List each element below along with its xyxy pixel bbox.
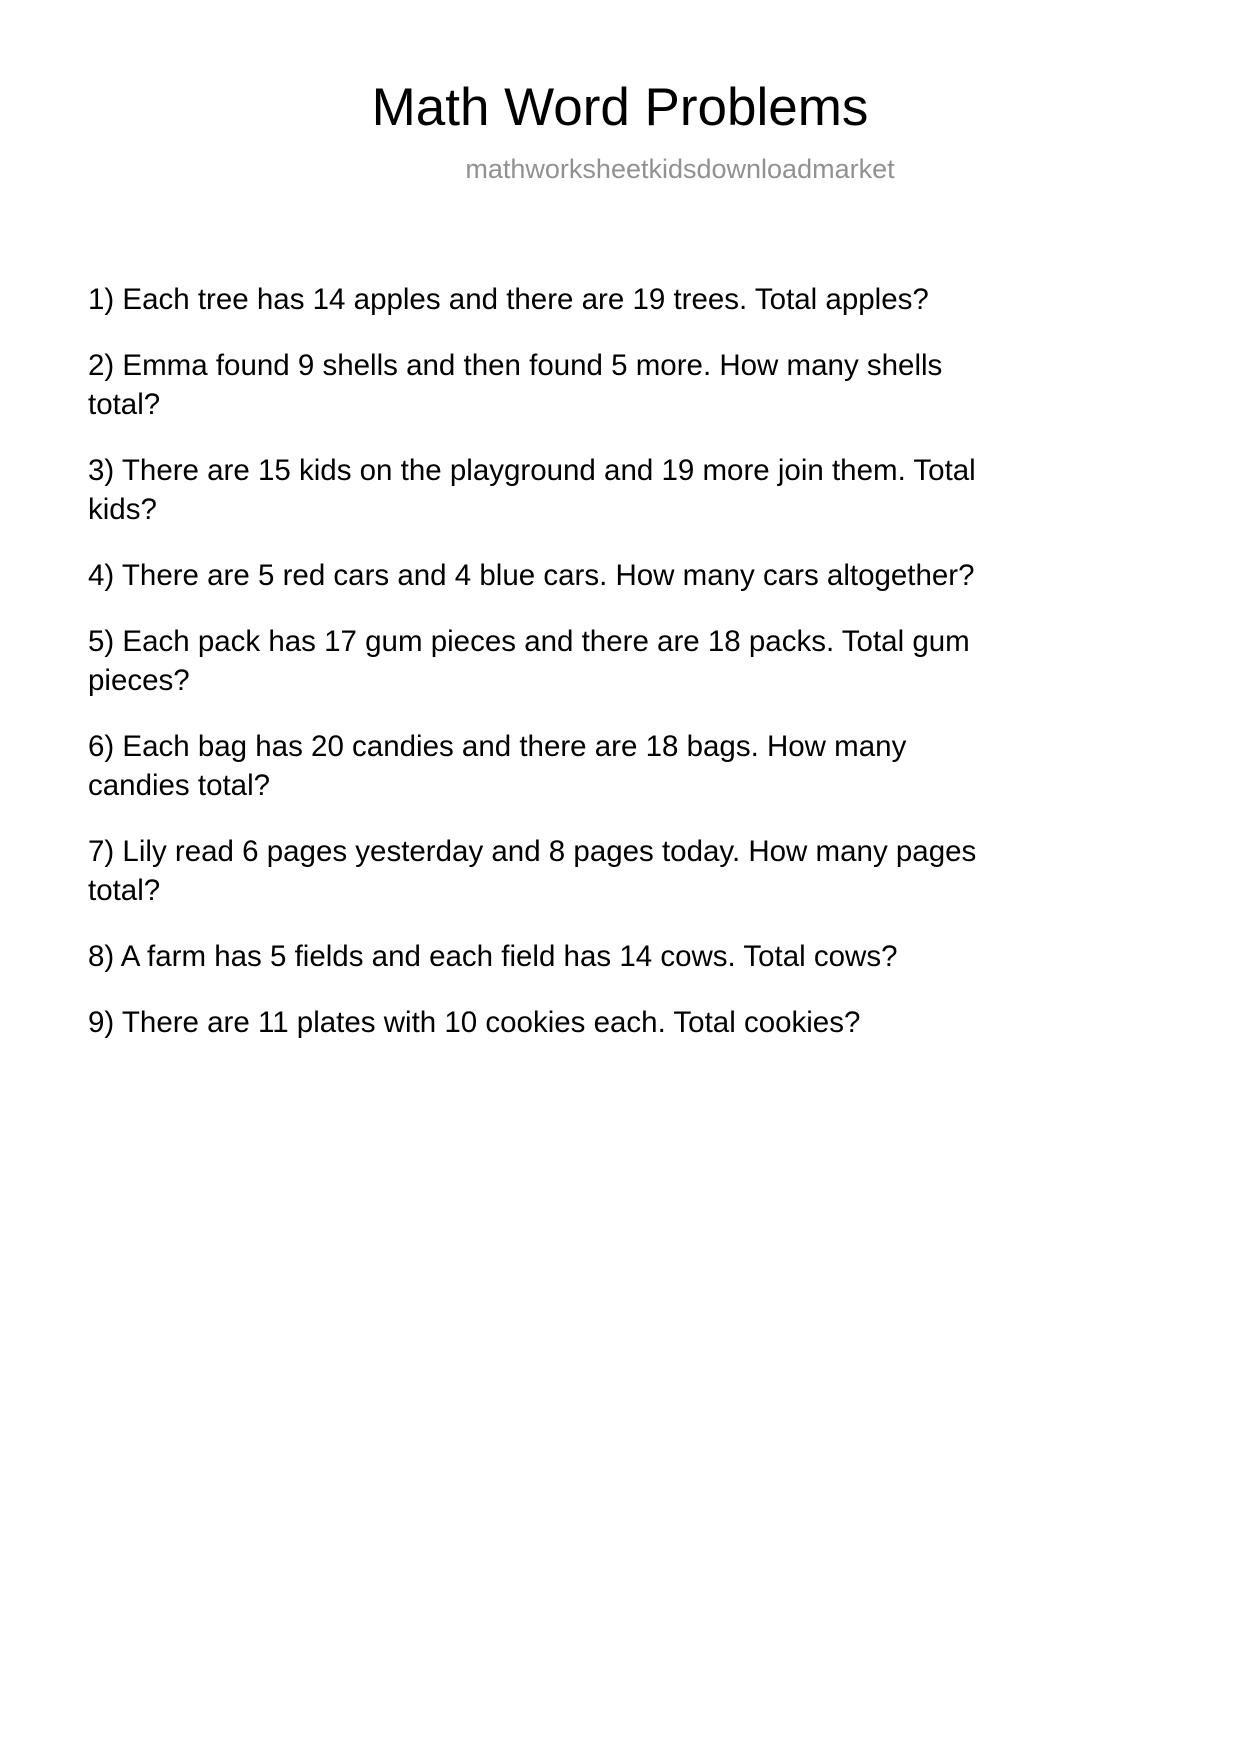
problem-item: 5) Each pack has 17 gum pieces and there are 18 packs. Total gum pieces?: [88, 624, 970, 697]
worksheet-header: [0, 0, 1240, 185]
problem-item: 9) There are 11 plates with 10 cookies each. Total cookies?: [88, 1005, 861, 1039]
problem-item: 8) A farm has 5 fields and each field has 14 cows. Total cows?: [88, 939, 898, 973]
problem-item: 6) Each bag has 20 candies and there are 18 bags. How many candies total?: [88, 729, 907, 802]
problem-item: 3) There are 15 kids on the playground and 19 more join them. Total kids?: [88, 454, 976, 527]
problem-item: 7) Lily read 6 pages yesterday and 8 pages today. How many pages total?: [88, 834, 977, 907]
page-title: Math Word Problems: [371, 78, 869, 137]
problem-item: 2) Emma found 9 shells and then found 5 more. How many shells total?: [88, 349, 943, 422]
problem-list: [0, 281, 1240, 1042]
problem-item: 4) There are 5 red cars and 4 blue cars. How many cars altogether?: [88, 559, 975, 593]
page-subtitle: mathworksheetkidsdownloadmarket: [465, 153, 895, 184]
problem-item: 1) Each tree has 14 apples and there are 19 trees. Total apples?: [88, 283, 929, 317]
